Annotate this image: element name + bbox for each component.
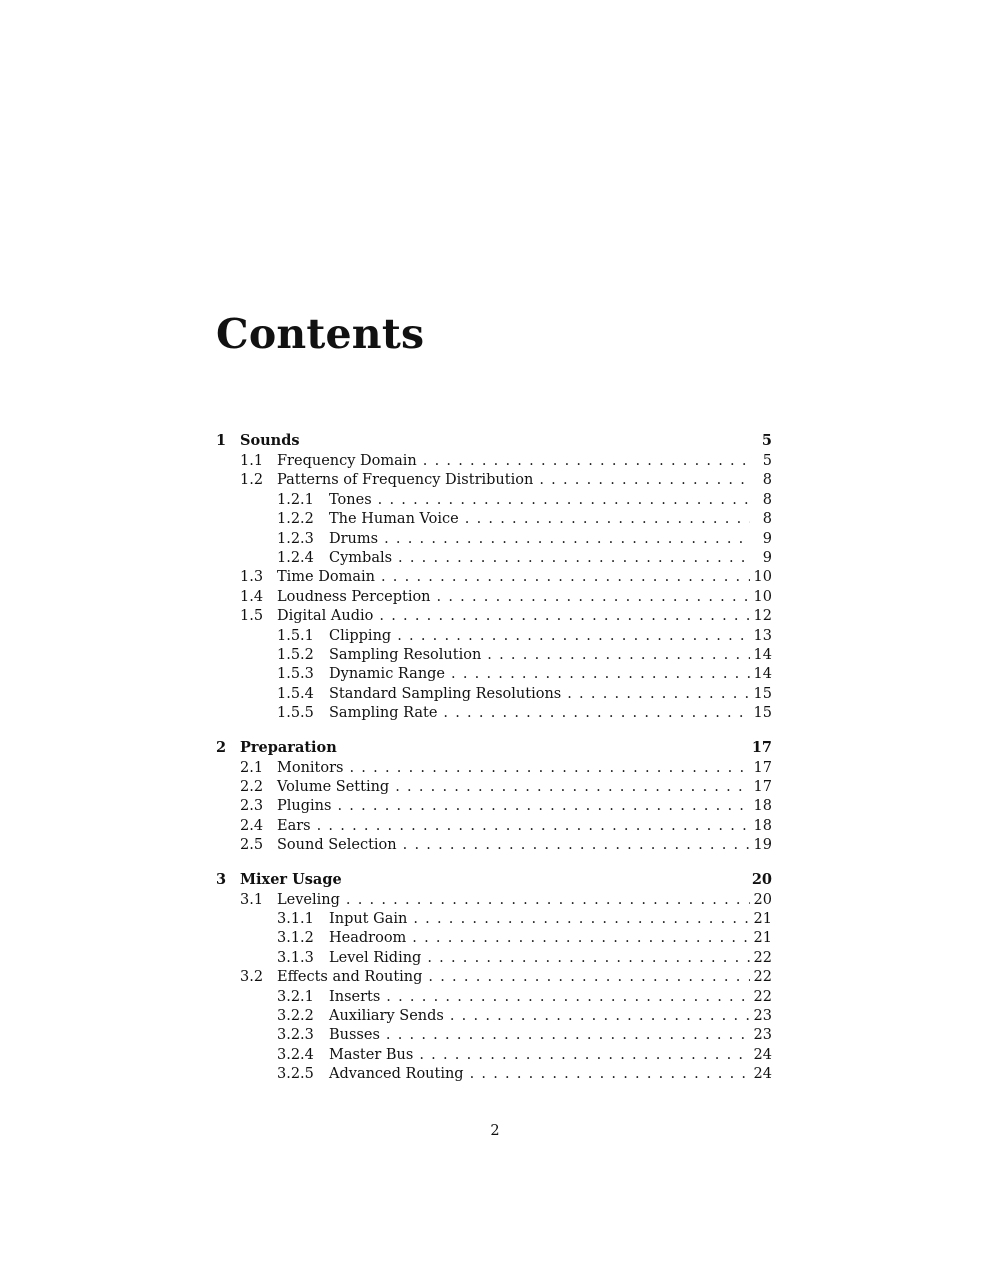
toc-entry-number: 1.2.2 [277,511,314,528]
toc-entry-number: 3.2.4 [277,1046,314,1063]
toc-section-entry[interactable] [216,948,772,968]
toc-entry-number: 2.2 [240,779,264,795]
toc-entry-title: Leveling [277,890,346,910]
toc-chapter-entry[interactable] [216,738,772,758]
page-title: Contents [216,310,425,358]
toc-entry-number: 3.1 [240,891,264,908]
toc-entry-page: 17 [751,738,772,756]
toc-entry-title: Monitors [277,758,349,778]
toc-dot-leader [384,529,750,549]
toc-dot-leader [423,451,750,471]
toc-entry-title: Frequency Domain [277,451,423,471]
toc-entry-number: 2 [216,738,227,756]
toc-section-entry[interactable] [216,470,772,490]
toc-section-entry[interactable] [216,548,772,568]
toc-dot-leader [428,967,750,987]
toc-entry-title: Tones [329,490,378,510]
toc-entry-title: Cymbals [329,548,398,568]
toc-entry-page: 15 [753,705,772,722]
toc-dot-leader [427,948,750,968]
toc-entry-title: Mixer Usage [240,870,348,890]
toc-section-entry[interactable] [216,909,772,929]
toc-dot-leader [346,890,750,910]
toc-entry-title: Effects and Routing [277,967,428,987]
toc-section-entry[interactable] [216,626,772,646]
toc-entry-number: 3.2.1 [277,988,314,1005]
toc-entry-page: 17 [753,779,772,795]
toc-entry-number: 1.5.5 [277,705,314,722]
toc-section-entry[interactable] [216,1006,772,1026]
toc-chapter-entry[interactable] [216,431,772,451]
toc-entry-page: 21 [753,911,772,927]
toc-entry-number: 1.1 [240,453,264,469]
toc-dot-leader [412,928,750,948]
toc-section-entry[interactable] [216,587,772,607]
toc-section-entry[interactable] [216,606,772,626]
toc-entry-page: 23 [753,1008,772,1024]
toc-entry-number: 1.2.4 [277,550,314,566]
toc-entry-number: 3.1.3 [277,949,314,966]
toc-entry-title: Preparation [240,738,343,758]
toc-dot-leader [567,684,750,704]
toc-entry-number: 1.5.2 [277,647,314,663]
toc-dot-leader [337,796,750,816]
toc-entry-number: 2.3 [240,798,264,815]
toc-dot-leader [349,758,750,778]
toc-entry-number: 1.3 [240,569,264,586]
toc-entry-title: Loudness Perception [277,587,437,607]
toc-section-entry[interactable] [216,987,772,1007]
toc-section-entry[interactable] [216,796,772,816]
toc-entry-title: Ears [277,816,317,836]
toc-section-entry[interactable] [216,967,772,987]
toc-section-entry[interactable] [216,1064,772,1084]
toc-entry-number: 1.2 [240,472,264,489]
page-number: 2 [490,1123,500,1139]
toc-dot-leader [450,1006,750,1026]
toc-entry-page: 20 [753,891,772,908]
toc-entry-title: Auxiliary Sends [329,1006,450,1026]
toc-dot-leader [403,835,750,855]
toc-entry-number: 1.2.3 [277,530,314,547]
toc-entry-page: 19 [753,837,772,854]
toc-entry-number: 2.4 [240,817,264,834]
toc-dot-leader [317,816,750,836]
toc-entry-page: 24 [753,1046,772,1063]
toc-section-entry[interactable] [216,645,772,665]
toc-dot-leader [378,490,750,510]
toc-entry-title: Sounds [240,431,306,451]
toc-entry-number: 1 [216,432,227,449]
toc-entry-title: Input Gain [329,909,413,929]
toc-entry-title: Sampling Rate [329,703,443,723]
toc-entry-number: 3.1.1 [277,911,314,927]
toc-entry-number: 1.5.1 [277,627,314,644]
toc-section-entry[interactable] [216,451,772,471]
toc-entry-title: Dynamic Range [329,664,451,684]
toc-entry-number: 1.4 [240,588,264,605]
toc-entry-page: 10 [753,569,772,586]
toc-section-entry[interactable] [216,664,772,684]
toc-section-entry[interactable] [216,928,772,948]
toc-section-entry[interactable] [216,1025,772,1045]
toc-entry-number: 3.2 [240,969,264,986]
toc-entry-number: 3.2.5 [277,1066,314,1083]
toc-entry-page: 13 [753,627,772,644]
toc-entry-page: 10 [753,588,772,605]
toc-dot-leader [386,1025,750,1045]
toc-dot-leader [451,664,750,684]
toc-entry-page: 18 [753,817,772,834]
toc-section-entry[interactable] [216,777,772,797]
toc-entry-title: Plugins [277,796,337,816]
toc-entry-page: 22 [753,988,772,1005]
toc-dot-leader [398,548,750,568]
toc-entry-number: 3 [216,870,227,888]
toc-entry-page: 8 [762,511,772,528]
toc-entry-number: 2.1 [240,759,264,776]
toc-section-entry[interactable] [216,703,772,723]
toc-entry-number: 2.5 [240,837,264,854]
toc-dot-leader [470,1064,750,1084]
toc-entry-number: 3.2.3 [277,1027,314,1044]
toc-dot-leader [386,987,750,1007]
toc-entry-page: 18 [753,798,772,815]
toc-section-entry[interactable] [216,684,772,704]
toc-entry-page: 15 [753,685,772,702]
toc-entry-title: Busses [329,1025,386,1045]
toc-entry-number: 3.2.2 [277,1008,314,1024]
toc-entry-title: The Human Voice [329,509,465,529]
toc-entry-page: 23 [753,1027,772,1044]
toc-dot-leader [443,703,750,723]
toc-entry-page: 8 [762,491,772,508]
toc-chapter-entry[interactable] [216,870,772,890]
toc-section-entry[interactable] [216,816,772,836]
toc-section-entry[interactable] [216,567,772,587]
toc-section-entry[interactable] [216,1045,772,1065]
toc-entry-title: Level Riding [329,948,427,968]
toc-dot-leader [395,777,750,797]
toc-entry-page: 14 [753,666,772,683]
toc-section-entry[interactable] [216,890,772,910]
toc-entry-title: Standard Sampling Resolutions [329,684,567,704]
toc-entry-page: 5 [762,453,772,469]
toc-entry-page: 5 [761,432,772,449]
toc-entry-page: 14 [753,647,772,663]
toc-dot-leader [487,645,750,665]
toc-entry-title: Patterns of Frequency Distribution [277,470,539,490]
toc-entry-page: 22 [753,969,772,986]
toc-dot-leader [465,509,750,529]
toc-entry-page: 24 [753,1066,772,1083]
toc-entry-page: 12 [753,608,772,625]
toc-entry-number: 3.1.2 [277,930,314,947]
toc-entry-title: Sound Selection [277,835,403,855]
toc-dot-leader [413,909,750,929]
toc-entry-number: 1.5.3 [277,666,314,683]
toc-entry-page: 21 [753,930,772,947]
toc-section-entry[interactable] [216,509,772,529]
toc-section-entry[interactable] [216,490,772,510]
toc-entry-title: Digital Audio [277,606,379,626]
toc-entry-number: 1.5.4 [277,685,314,702]
toc-entry-title: Volume Setting [277,777,395,797]
toc-dot-leader [381,567,750,587]
toc-section-entry[interactable] [216,529,772,549]
toc-entry-number: 1.5 [240,608,264,625]
toc-entry-page: 17 [753,759,772,776]
toc-entry-title: Time Domain [277,567,381,587]
toc-entry-page: 20 [751,870,772,888]
toc-section-entry[interactable] [216,758,772,778]
toc-entry-title: Sampling Resolution [329,645,487,665]
toc-dot-leader [419,1045,750,1065]
toc-entry-title: Master Bus [329,1045,419,1065]
toc-entry-title: Advanced Routing [329,1064,470,1084]
toc-entry-page: 9 [762,530,772,547]
toc-entry-title: Inserts [329,987,386,1007]
toc-entry-number: 1.2.1 [277,491,314,508]
toc-dot-leader [437,587,750,607]
toc-entry-title: Headroom [329,928,412,948]
toc-dot-leader [379,606,750,626]
toc-dot-leader [539,470,750,490]
toc-entry-page: 22 [753,949,772,966]
toc-entry-title: Drums [329,529,384,549]
toc-section-entry[interactable] [216,835,772,855]
toc-entry-title: Clipping [329,626,397,646]
toc-dot-leader [397,626,750,646]
toc-entry-page: 8 [762,472,772,489]
toc-entry-page: 9 [762,550,772,566]
